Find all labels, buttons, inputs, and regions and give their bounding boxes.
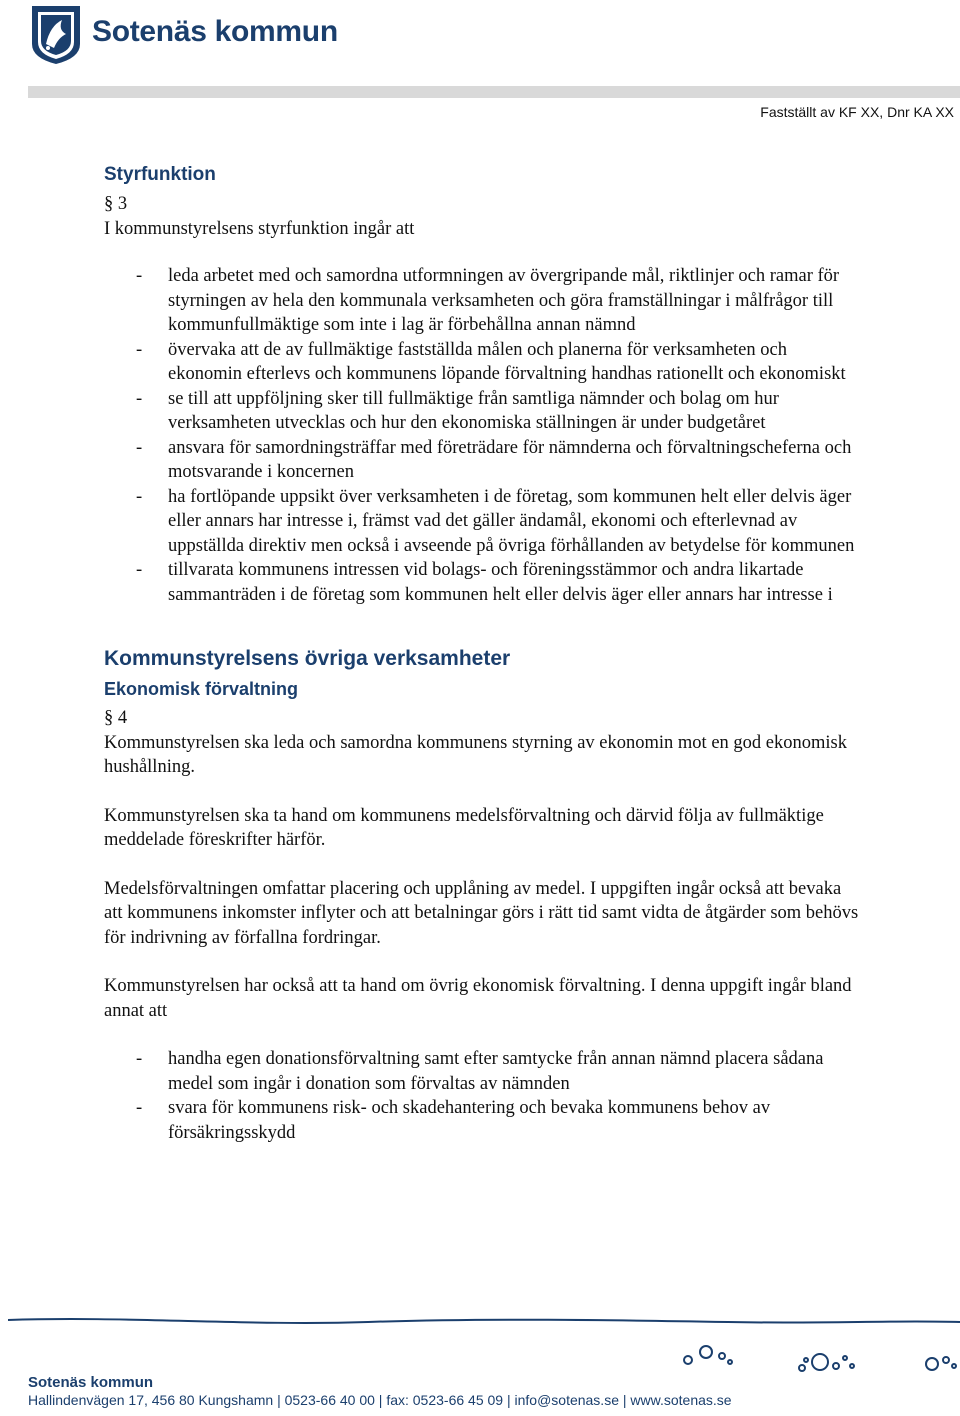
list-marker: - bbox=[136, 266, 143, 286]
list-marker: - bbox=[136, 437, 143, 458]
list-item-text: handha egen donationsförvaltning samt efter samtycke från annan nämnd placera sådana medel som ingår i donation som förvaltas av nämnden bbox=[168, 1049, 824, 1094]
brand-name: Sotenäs kommun bbox=[92, 15, 338, 48]
styrfunktion-list bbox=[104, 264, 864, 607]
section-number: § 3 bbox=[104, 194, 128, 214]
list-item bbox=[104, 338, 864, 387]
list-item bbox=[104, 1096, 864, 1145]
list-item bbox=[104, 387, 864, 436]
list-marker: - bbox=[136, 1049, 143, 1069]
footer-brand: Sotenäs kommun bbox=[28, 1374, 154, 1391]
section-number: § 4 bbox=[104, 708, 128, 728]
list-item-text: svara för kommunens risk- och skadehantering och bevaka kommunens behov av försäkringsskydd bbox=[168, 1098, 771, 1143]
document-body bbox=[104, 164, 864, 1145]
subheading-ekonomisk: Ekonomisk förvaltning bbox=[104, 679, 299, 699]
footer-address: Hallindenvägen 17, 456 80 Kungshamn | 0523-66 40 00 | fax: 0523-66 45 09 | info@sotenas.se | www.sotenas.se bbox=[28, 1392, 732, 1408]
list-item bbox=[104, 1047, 864, 1096]
list-marker: - bbox=[136, 388, 143, 409]
sotenas-emblem-icon bbox=[28, 4, 84, 66]
list-item bbox=[104, 436, 864, 485]
list-item-text: se till att uppföljning sker till fullmäktige från samtliga nämnder och bolag om hur verksamheten utvecklas och hur den ekonomiska ställningen är under budgetåret bbox=[168, 388, 779, 433]
paragraph: Kommunstyrelsen ska ta hand om kommunens medelsförvaltning och därvid följa av fullmäktige meddelade föreskrifter härför. bbox=[104, 805, 824, 850]
paragraph: Medelsförvaltningen omfattar placering och upplåning av medel. I uppgiften ingår också att bevaka att kommunens inkomster inflyter och att betalningar görs i rätt tid samt vidta de åtgärder som behövs för indrivning av förfallna fordringar. bbox=[104, 878, 859, 948]
ekonomisk-list bbox=[104, 1047, 864, 1145]
wave-line-icon bbox=[8, 1312, 960, 1332]
list-item bbox=[104, 264, 864, 338]
intro-text: I kommunstyrelsens styrfunktion ingår att bbox=[104, 218, 415, 239]
heading-ovriga: Kommunstyrelsens övriga verksamheter bbox=[104, 647, 511, 670]
paragraph: Kommunstyrelsen ska leda och samordna kommunens styrning av ekonomin mot en god ekonomisk hushållning. bbox=[104, 732, 847, 777]
list-item-text: tillvarata kommunens intressen vid bolags- och föreningsstämmor och andra likartade sammanträden i de företag som kommunen helt eller delvis äger eller annars har intresse i bbox=[168, 560, 833, 605]
list-item-text: ansvara för samordningsträffar med företrädare för nämnderna och förvaltningscheferna och motsvarande i koncernen bbox=[168, 437, 852, 482]
list-marker: - bbox=[136, 339, 143, 360]
paragraph: Kommunstyrelsen har också att ta hand om övrig ekonomisk förvaltning. I denna uppgift ingår bland annat att bbox=[104, 976, 852, 1021]
header-bar bbox=[0, 86, 960, 98]
list-item-text: leda arbetet med och samordna utformningen av övergripande mål, riktlinjer och ramar för styrningen av hela den kommunala verksamheten och göra framställningar i målfrågor till kommunfullmäktige som inte i lag är förbehållna annan nämnd bbox=[168, 266, 840, 335]
list-item bbox=[104, 558, 864, 607]
list-marker: - bbox=[136, 486, 143, 507]
bubbles-icon bbox=[670, 1340, 960, 1376]
list-marker: - bbox=[136, 1098, 143, 1118]
list-item-text: övervaka att de av fullmäktige fastställda målen och planerna för verksamheten och ekonomin efterlevs och kommunens löpande förvaltning handhas rationellt och ekonomiskt bbox=[168, 339, 846, 384]
heading-styrfunktion: Styrfunktion bbox=[104, 164, 216, 185]
document-status: Fastställt av KF XX, Dnr KA XX bbox=[760, 104, 954, 120]
list-item bbox=[104, 485, 864, 559]
list-marker: - bbox=[136, 560, 143, 580]
list-item-text: ha fortlöpande uppsikt över verksamheten i de företag, som kommunen helt eller delvis äger eller annars har intresse i, främst vad det gäller ändamål, ekonomi och efterlevnad av uppställda direktiv men också i avseende på övriga förhållanden av betydelse för kommunen bbox=[168, 486, 855, 556]
